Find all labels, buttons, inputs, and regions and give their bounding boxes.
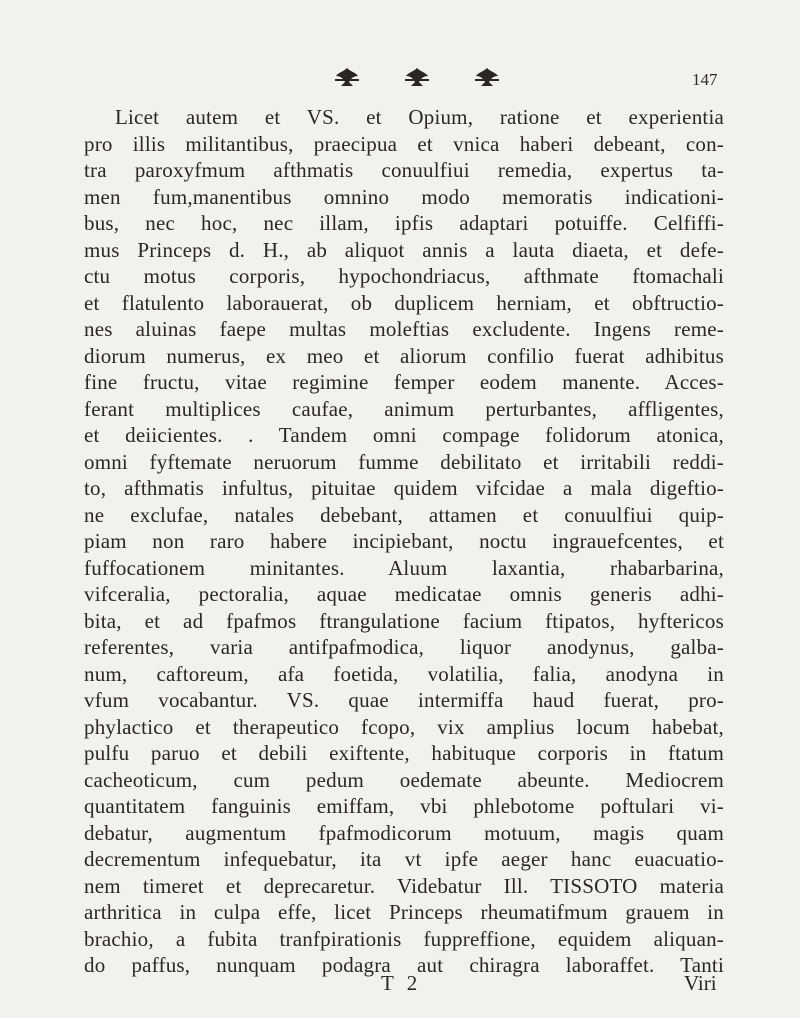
text-line: ctu motus corporis, hypochondriacus, afthmate ftomachali (84, 264, 724, 288)
fleuron-icon (473, 66, 501, 88)
fleuron-icon (333, 66, 361, 88)
text-line: ferant multiplices caufae, animum perturbantes, affligentes, (84, 397, 724, 421)
text-line: piam non raro habere incipiebant, noctu ingrauefcentes, et (84, 529, 724, 553)
text-line: phylactico et therapeutico fcopo, vix amplius locum habebat, (84, 715, 724, 739)
text-line: diorum numerus, ex meo et aliorum confilio fuerat adhibitus (84, 344, 724, 368)
text-line: referentes, varia antifpafmodica, liquor anodynus, galba- (84, 635, 724, 659)
text-line: pro illis militantibus, praecipua et vnica haberi debeant, con- (84, 132, 724, 156)
text-line: debatur, augmentum fpafmodicorum motuum, magis quam (84, 821, 724, 845)
text-line: vifceralia, pectoralia, aquae medicatae omnis generis adhi- (84, 582, 724, 606)
text-line: mus Princeps d. H., ab aliquot annis a lauta diaeta, et defe- (84, 238, 724, 262)
text-line: et flatulento laborauerat, ob duplicem herniam, et obftructio- (84, 291, 724, 315)
text-line: cacheoticum, cum pedum oedemate abeunte. Mediocrem (84, 768, 724, 792)
text-line: do paffus, nunquam podagra aut chiragra laboraffet. Tanti (84, 953, 724, 977)
text-line: decrementum infequebatur, ita vt ipfe aeger hanc euacuatio- (84, 847, 724, 871)
text-line: quantitatem fanguinis emiffam, vbi phlebotome poftulari vi- (84, 794, 724, 818)
text-line: bus, nec hoc, nec illam, ipfis adaptari potuiffe. Celfiffi- (84, 211, 724, 235)
text-line: brachio, a fubita tranfpirationis fuppreffione, equidem aliquan- (84, 927, 724, 951)
header-ornaments (333, 66, 501, 88)
fleuron-icon (403, 66, 431, 88)
text-line: bita, et ad fpafmos ftrangulatione facium ftipatos, hyftericos (84, 609, 724, 633)
text-line: ne exclufae, natales debebant, attamen et conuulfiui quip- (84, 503, 724, 527)
page-number: 147 (692, 70, 718, 89)
page-header (0, 66, 800, 96)
text-line: nes aluinas faepe multas moleftias excludente. Ingens reme- (84, 317, 724, 341)
text-line: num, caftoreum, afa foetida, volatilia, falia, anodyna in (84, 662, 724, 686)
text-line: vfum vocabantur. VS. quae intermiffa haud fuerat, pro- (84, 688, 724, 712)
text-line: fine fructu, vitae regimine femper eodem manente. Acces- (84, 370, 724, 394)
catchword: Viri (684, 971, 717, 995)
text-line: omni fyftemate neruorum fumme debilitato et irritabili reddi- (84, 450, 724, 474)
text-line: fuffocationem minitantes. Aluum laxantia, rhabarbarina, (84, 556, 724, 580)
text-line: to, afthmatis infultus, pituitae quidem vifcidae a mala digeftio- (84, 476, 724, 500)
text-line: men fum,manentibus omnino modo memoratis indicationi- (84, 185, 724, 209)
text-line: arthritica in culpa effe, licet Princeps rheumatifmum grauem in (84, 900, 724, 924)
text-line: nem timeret et deprecaretur. Videbatur Ill. TISSOTO materia (84, 874, 724, 898)
signature-mark: T 2 (381, 971, 422, 995)
text-line: Licet autem et VS. et Opium, ratione et experientia (115, 105, 724, 129)
text-line: pulfu paruo et debili exiftente, habituque corporis in ftatum (84, 741, 724, 765)
text-line: tra paroxyfmum afthmatis conuulfiui remedia, expertus ta- (84, 158, 724, 182)
text-line: et deiicientes. . Tandem omni compage folidorum atonica, (84, 423, 724, 447)
